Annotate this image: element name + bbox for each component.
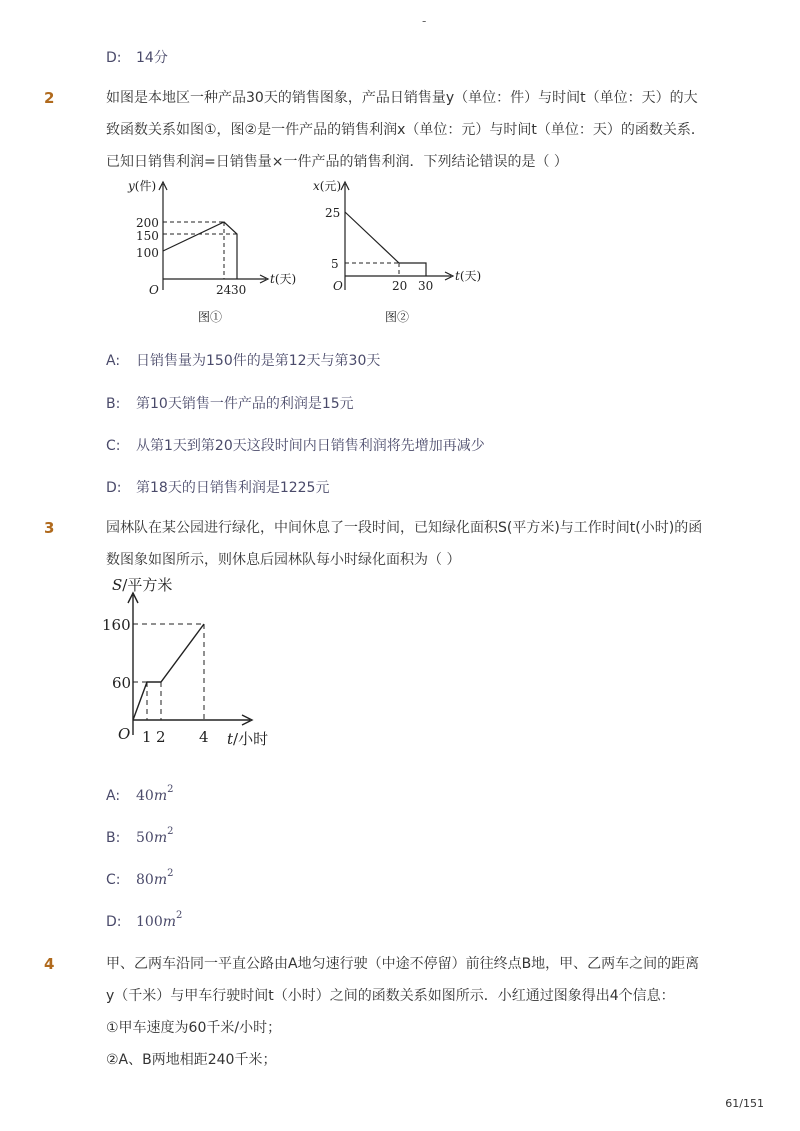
option-unit-exp: 2	[167, 826, 174, 837]
option-number: 40	[136, 787, 154, 804]
option-label: C:	[106, 438, 121, 454]
option-unit-var: m	[153, 829, 168, 846]
fig2-caption: 图②	[385, 310, 410, 324]
fig3-xlabel-var: t	[227, 730, 234, 748]
fig3-area-line	[133, 624, 204, 720]
fig2-xtick-20: 20	[392, 279, 408, 293]
option-label: A:	[106, 787, 121, 804]
option-text: 第18天的日销售利润是1225元	[136, 480, 330, 496]
svg-text:S/平方米	[112, 576, 172, 594]
fig2-ytick-25: 25	[325, 206, 341, 220]
fig2-ytick-5: 5	[331, 257, 339, 271]
fig2-profit-line	[345, 212, 426, 276]
option-label: D:	[106, 50, 122, 66]
stem-line: 如图是本地区一种产品30天的销售图象，产品日销售量y（单位：件）与时间t（单位：天）的大	[106, 90, 698, 106]
option-label: D:	[106, 913, 122, 930]
fig1-ylabel-var: y	[128, 179, 135, 193]
fig2-ylabel-var: x	[313, 179, 320, 193]
option-unit-var: m	[153, 787, 168, 804]
fig1-xlabel-unit: (天)	[274, 272, 297, 286]
stem-line: y（千米）与甲车行驶时间t（小时）之间的函数关系如图所示．小红通过图象得出4个信息：	[106, 988, 675, 1004]
fig1-xtick-24: 24	[216, 283, 232, 297]
page-top-mark: -	[422, 14, 427, 28]
option-label: D:	[106, 480, 122, 496]
page-number: 61/151	[725, 1097, 764, 1110]
q2-option-d[interactable]	[106, 477, 329, 497]
fig1-ytick-100: 100	[136, 246, 159, 260]
fig1-caption: 图①	[198, 310, 223, 324]
fig1-ylabel-unit: (件)	[134, 179, 157, 193]
stem-line: 园林队在某公园进行绿化，中间休息了一段时间，已知绿化面积S(平方米)与工作时间t(小时)的函	[106, 520, 703, 536]
fig2-origin: O	[333, 279, 343, 293]
stem-line: ①甲车速度为60千米/小时；	[106, 1020, 282, 1036]
fig3-ylabel-var: S	[112, 576, 123, 594]
option-unit-var: m	[162, 913, 177, 930]
fig3-ylabel-unit: /平方米	[122, 576, 173, 594]
option-text: 日销售量为150件的是第12天与第30天	[136, 353, 381, 369]
fig3-ytick-60: 60	[112, 674, 132, 692]
fig2-xtick-30: 30	[418, 279, 434, 293]
q2-option-a[interactable]	[106, 350, 380, 370]
stem-line: 已知日销售利润=日销售量×一件产品的销售利润．下列结论错误的是（ ）	[106, 154, 568, 170]
fig1-ytick-200: 200	[136, 216, 159, 230]
fig3-xtick-1: 1	[142, 728, 152, 746]
fig3-origin: O	[118, 725, 131, 743]
option-text: 第10天销售一件产品的利润是15元	[136, 396, 354, 412]
fig3-xlabel-unit: /小时	[233, 730, 269, 748]
option-text: 14分	[136, 50, 168, 66]
option-label: C:	[106, 871, 121, 888]
stem-line: 甲、乙两车沿同一平直公路由A地匀速行驶（中途不停留）前往终点B地，甲、乙两车之间的距离	[106, 956, 700, 972]
figure-3-greening-area-graph	[100, 573, 290, 753]
option-unit-exp: 2	[176, 910, 183, 921]
q3-option-c[interactable]	[106, 870, 173, 888]
q2-option-b[interactable]	[106, 393, 354, 413]
question-3-number: 3	[44, 519, 55, 537]
fig1-sales-line	[163, 222, 237, 279]
svg-text:y(件)	[127, 178, 156, 193]
svg-text:t/小时	[227, 730, 268, 748]
question-3-stem	[106, 512, 730, 576]
q3-option-a[interactable]	[106, 786, 173, 804]
option-text: 从第1天到第20天这段时间内日销售利润将先增加再减少	[136, 438, 485, 454]
stem-line: 数图象如图所示，则休息后园林队每小时绿化面积为（ ）	[106, 552, 461, 568]
question-4-number: 4	[44, 955, 55, 973]
fig1-xtick-30: 30	[231, 283, 247, 297]
option-label: B:	[106, 829, 121, 846]
option-unit-var: m	[153, 871, 168, 888]
q3-option-b[interactable]	[106, 828, 173, 846]
figure-1-daily-sales-graph	[120, 178, 310, 326]
fig2-xlabel-unit: (天)	[459, 269, 482, 283]
prev-option-d[interactable]	[106, 47, 168, 67]
option-unit-exp: 2	[167, 868, 174, 879]
fig3-ytick-160: 160	[102, 616, 131, 634]
option-number: 100	[136, 913, 163, 930]
option-label: B:	[106, 396, 121, 412]
fig1-ytick-150: 150	[136, 229, 159, 243]
question-2-number: 2	[44, 89, 55, 107]
question-4-stem	[106, 948, 730, 1076]
fig2-ylabel-unit: (元)	[319, 179, 342, 193]
option-unit-exp: 2	[167, 784, 174, 795]
fig1-origin: O	[149, 283, 159, 297]
svg-text:t(天)	[455, 269, 481, 283]
q3-option-d[interactable]	[106, 912, 182, 930]
question-2-stem	[106, 82, 730, 178]
option-label: A:	[106, 353, 121, 369]
stem-line: ②A、B两地相距240千米；	[106, 1052, 277, 1068]
svg-text:x(元)	[313, 179, 341, 193]
option-number: 50	[136, 829, 154, 846]
stem-line: 致函数关系如图①，图②是一件产品的销售利润x（单位：元）与时间t（单位：天）的函数关系．	[106, 122, 705, 138]
q2-option-c[interactable]	[106, 435, 485, 455]
option-number: 80	[136, 871, 154, 888]
fig3-xtick-2: 2	[156, 728, 166, 746]
fig2-xlabel-var: t	[455, 269, 460, 283]
svg-text:t(天)	[270, 272, 296, 286]
fig3-xtick-4: 4	[199, 728, 209, 746]
fig1-xlabel-var: t	[270, 272, 275, 286]
figure-2-unit-profit-graph	[305, 176, 495, 326]
